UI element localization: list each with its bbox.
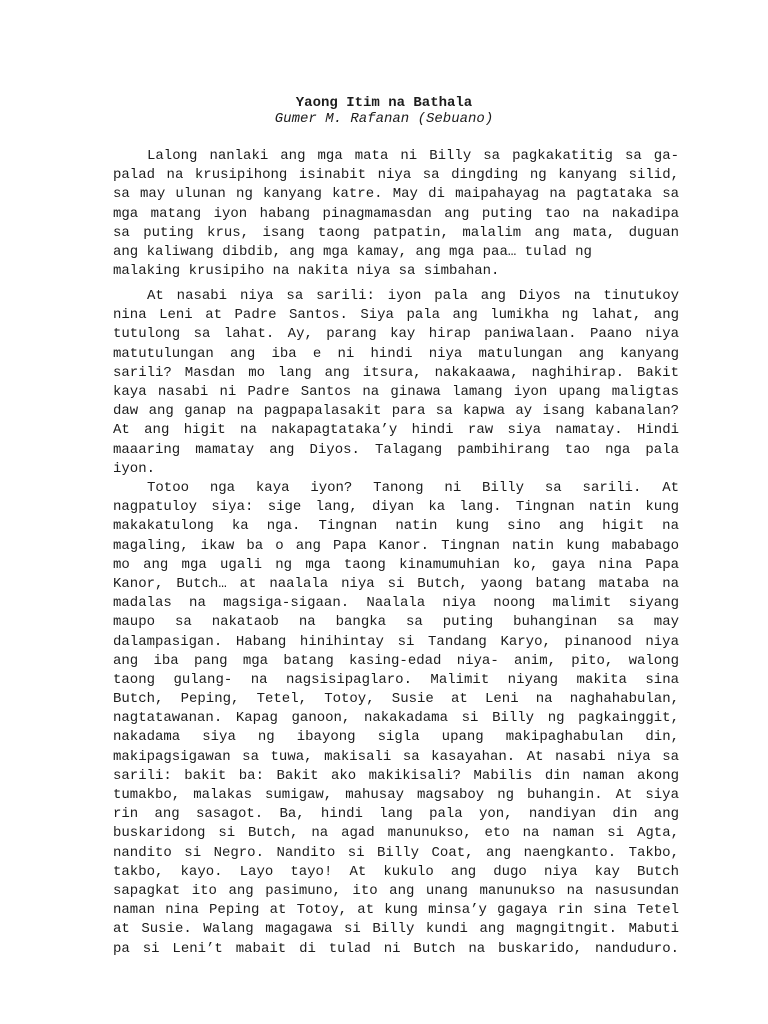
paragraph-line: at Susie. Walang magagawa si Billy kundi ang magngitngit. Mabuti xyxy=(113,921,679,938)
paragraph-2 xyxy=(113,287,679,479)
paragraph-line: malaking krusipiho na nakita niya sa simbahan. xyxy=(113,263,500,280)
paragraph-line: sa may ulunan ng kanyang katre. May di maipahayag na pagtataka sa xyxy=(113,186,679,203)
paragraph-line: maupo sa nakataob na bangka sa puting buhanginan sa may xyxy=(113,614,679,631)
paragraph-line: takbo, kayo. Layo tayo! At kukulo ang dugo niya kay Butch xyxy=(113,863,679,880)
paragraph-line: tutulong sa lahat. Ay, parang kay hirap paniwalaan. Paano niya xyxy=(113,326,679,343)
paragraph-line: Butch, Peping, Tetel, Totoy, Susie at Leni na naghahabulan, xyxy=(113,691,679,708)
paragraph-line: magaling, ikaw ba o ang Papa Kanor. Tingnan natin kung mababago xyxy=(113,537,679,554)
paragraph-line: At nasabi niya sa sarili: iyon pala ang Diyos na tinutukoy xyxy=(147,288,679,304)
paragraph-line: Totoo nga kaya iyon? Tanong ni Billy sa sarili. At xyxy=(147,480,679,496)
paragraph-1 xyxy=(113,147,679,281)
paragraph-line: At ang higit na nakapagtataka’y hindi raw siya namatay. Hindi xyxy=(113,422,679,439)
paragraph-line: naman nina Peping at Totoy, at kung minsa’y gagaya rin sina Tetel xyxy=(113,902,679,919)
paragraph-line: iyon. xyxy=(113,460,156,477)
paragraph-line: ang kaliwang dibdib, ang mga kamay, ang mga paa… tulad ng xyxy=(113,243,592,260)
paragraph-line: sarili: bakit ba: Bakit ako makikisali? Mabilis din naman akong xyxy=(113,767,679,784)
paragraph-line: rin ang sasagot. Ba, hindi lang pala yon, nandiyan din ang xyxy=(113,806,679,823)
paragraph-line: matutulungan ang iba e ni hindi niya matulungan ang kanyang xyxy=(113,345,679,362)
paragraph-3 xyxy=(113,479,679,959)
paragraph-line: ang iba pang mga batang kasing-edad niya- anim, pito, walong xyxy=(113,652,679,669)
paragraph-line: Lalong nanlaki ang mga mata ni Billy sa pagkakatitig sa ga- xyxy=(147,148,679,164)
paragraph-line: taong gulang- na nagsisipaglaro. Malimit niyang makita sina xyxy=(113,671,679,688)
paragraph-line: sapagkat ito ang pasimuno, ito ang unang manunukso na nasusundan xyxy=(113,882,679,899)
paragraph-line: palad na krusipihong isinabit niya sa dingding ng kanyang silid, xyxy=(113,167,679,184)
paragraph-line: kaya nasabi ni Padre Santos na ginawa lamang iyon upang maligtas xyxy=(113,383,679,400)
paragraph-line: nagpatuloy siya: sige lang, diyan ka lang. Tingnan natin kung xyxy=(113,499,679,516)
paragraph-line: sa puting krus, isang taong patpatin, malalim ang mata, duguan xyxy=(113,224,679,241)
paragraph-line: buskaridong si Butch, na agad manunukso, eto na naman si Agta, xyxy=(113,825,679,842)
paragraph-line: makakatulong ka nga. Tingnan natin kung sino ang higit na xyxy=(113,518,679,535)
paragraph-line: sarili? Masdan mo lang ang itsura, nakakaawa, naghihirap. Bakit xyxy=(113,364,679,381)
paragraph-line: nagtatawanan. Kapag ganoon, nakakadama si Billy ng pagkainggit, xyxy=(113,710,679,727)
paragraph-line: Kanor, Butch… at naalala niya si Butch, yaong batang mataba na xyxy=(113,575,679,592)
paragraph-line: tumakbo, malakas sumigaw, mahusay magsaboy ng buhangin. At siya xyxy=(113,787,679,803)
paragraph-line: dalampasigan. Habang hinihintay si Tandang Karyo, pinanood niya xyxy=(113,633,679,650)
paragraph-line: nakadama siya ng ibayong sigla upang makipaghabulan din, xyxy=(113,729,679,746)
document-title: Yaong Itim na Bathala xyxy=(295,95,473,111)
document-byline: Gumer M. Rafanan (Sebuano) xyxy=(274,111,494,127)
paragraph-line: maaaring mamatay ang Diyos. Talagang pambihirang tao nga pala xyxy=(113,441,679,458)
paragraph-line: madalas na magsiga-sigaan. Naalala niya noong malimit siyang xyxy=(113,595,679,612)
paragraph-line: daw ang ganap na pagpapalasakit para sa kapwa ay isang kabanalan? xyxy=(113,403,679,420)
paragraph-line: mga matang iyon habang pinagmamasdan ang puting tao na nakadipa xyxy=(113,205,679,222)
paragraph-line: makipagsigawan sa tuwa, makisali sa kasayahan. At nasabi niya sa xyxy=(113,748,679,765)
paragraph-line: pa si Leni’t mabait di tulad ni Butch na buskarido, nanduduro. xyxy=(113,940,679,957)
paragraph-line: nandito si Negro. Nandito si Billy Coat, ang naengkanto. Takbo, xyxy=(113,844,679,861)
paragraph-line: nina Leni at Padre Santos. Siya pala ang lumikha ng lahat, ang xyxy=(113,307,679,324)
paragraph-line: mo ang mga ugali ng mga taong kinamumuhian ko, gaya nina Papa xyxy=(113,556,679,573)
